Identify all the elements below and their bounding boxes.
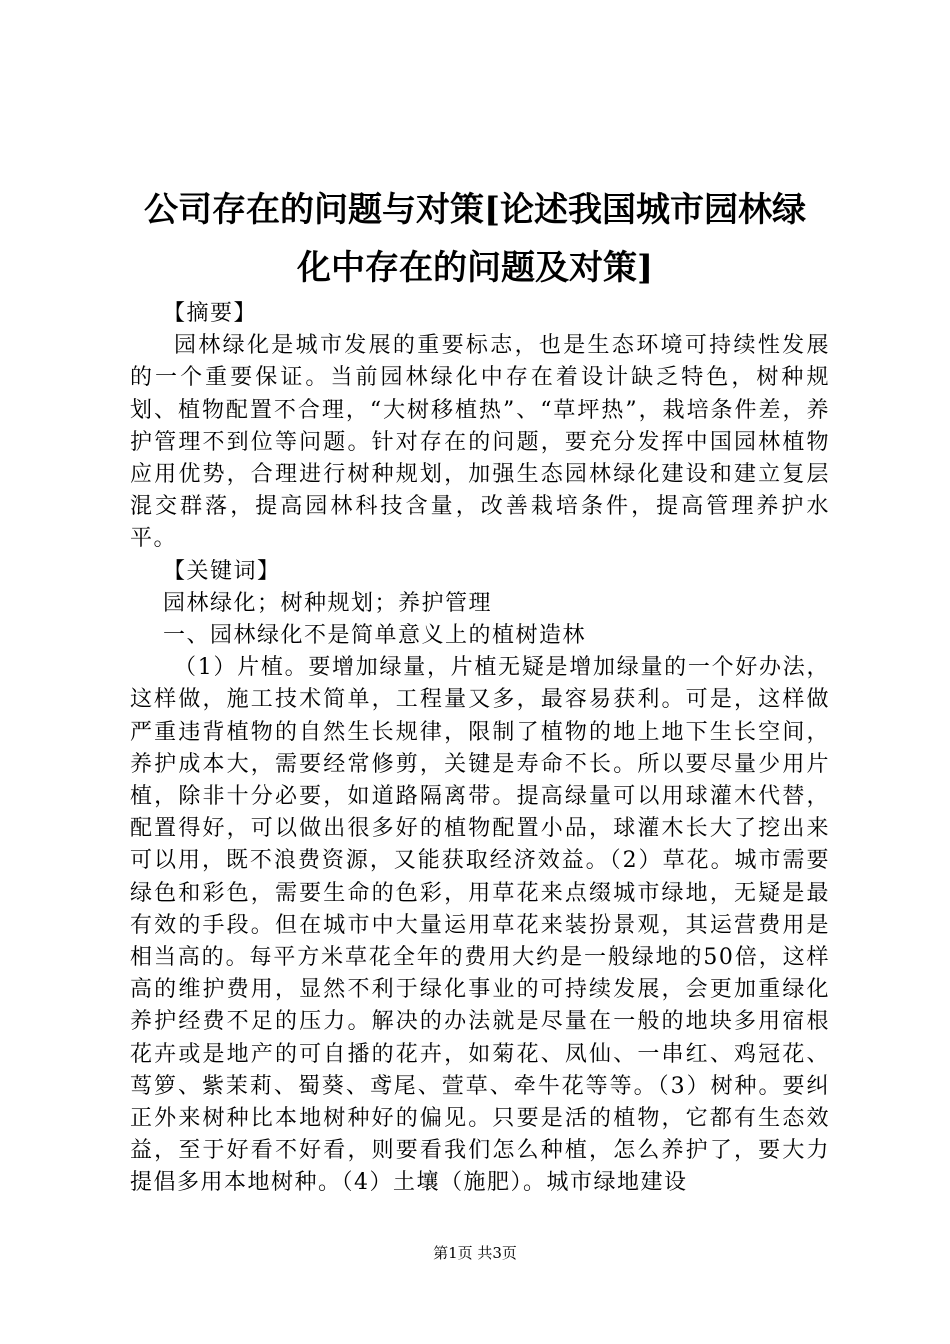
abstract-heading: 【摘要】	[163, 301, 258, 326]
section-1-heading: 一、园林绿化不是简单意义上的植树造林	[163, 623, 587, 649]
abstract-paragraph: 园林绿化是城市发展的重要标志，也是生态环境可持续性发展的一个重要保证。当前园林绿化中存在着设计缺乏特色，树种规划、植物配置不合理，“大树移植热”、“草坪热”，栽培条件差，养护管理不到位等问题。针对存在的问题，要充分发挥中国园林植物应用优势，合理进行树种规划，加强生态园林绿化建设和建立复层混交群落，提高园林科技含量，改善栽培条件，提高管理养护水平。	[130, 333, 830, 552]
section-1-paragraph: （1）片植。要增加绿量，片植无疑是增加绿量的一个好办法，这样做，施工技术简单，工程量又多，最容易获利。可是，这样做严重违背植物的自然生长规律，限制了植物的地上地下生长空间，养护成本大，需要经常修剪，关键是寿命不长。所以要尽量少用片植，除非十分必要，如道路隔离带。提高绿量可以用球灌木代替，配置得好，可以做出很多好的植物配置小品，球灌木长大了挖出来可以用，既不浪费资源，又能获取经济效益。（2）草花。城市需要绿色和彩色，需要生命的色彩，用草花来点缀城市绿地，无疑是最有效的手段。但在城市中大量运用草花来装扮景观，其运营费用是相当高的。每平方米草花全年的费用大约是一般绿地的50倍，这样高的维护费用，显然不利于绿化事业的可持续发展，会更加重绿化养护经费不足的压力。解决的办法就是尽量在一般的地块多用宿根花卉或是地产的可自播的花卉，如菊花、凤仙、一串红、鸡冠花、茑箩、紫茉莉、蜀葵、鸢尾、萱草、牵牛花等等。（3）树种。要纠正外来树种比本地树种好的偏见。只要是活的植物，它都有生态效益，至于好看不好看，则要看我们怎么种植，怎么养护了，要大力提倡多用本地树种。（4）土壤（施肥）。城市绿地建设	[130, 655, 830, 1196]
document-title-line-2: 化中存在的问题及对策]	[296, 248, 654, 288]
page-number-footer: 第1页 共3页	[433, 1244, 517, 1262]
document-body	[130, 298, 830, 1200]
document-title-line-1: 公司存在的问题与对策[论述我国城市园林绿	[143, 190, 807, 230]
keywords-heading: 【关键词】	[163, 558, 281, 584]
keywords-paragraph: 园林绿化；树种规划；养护管理	[163, 590, 493, 616]
